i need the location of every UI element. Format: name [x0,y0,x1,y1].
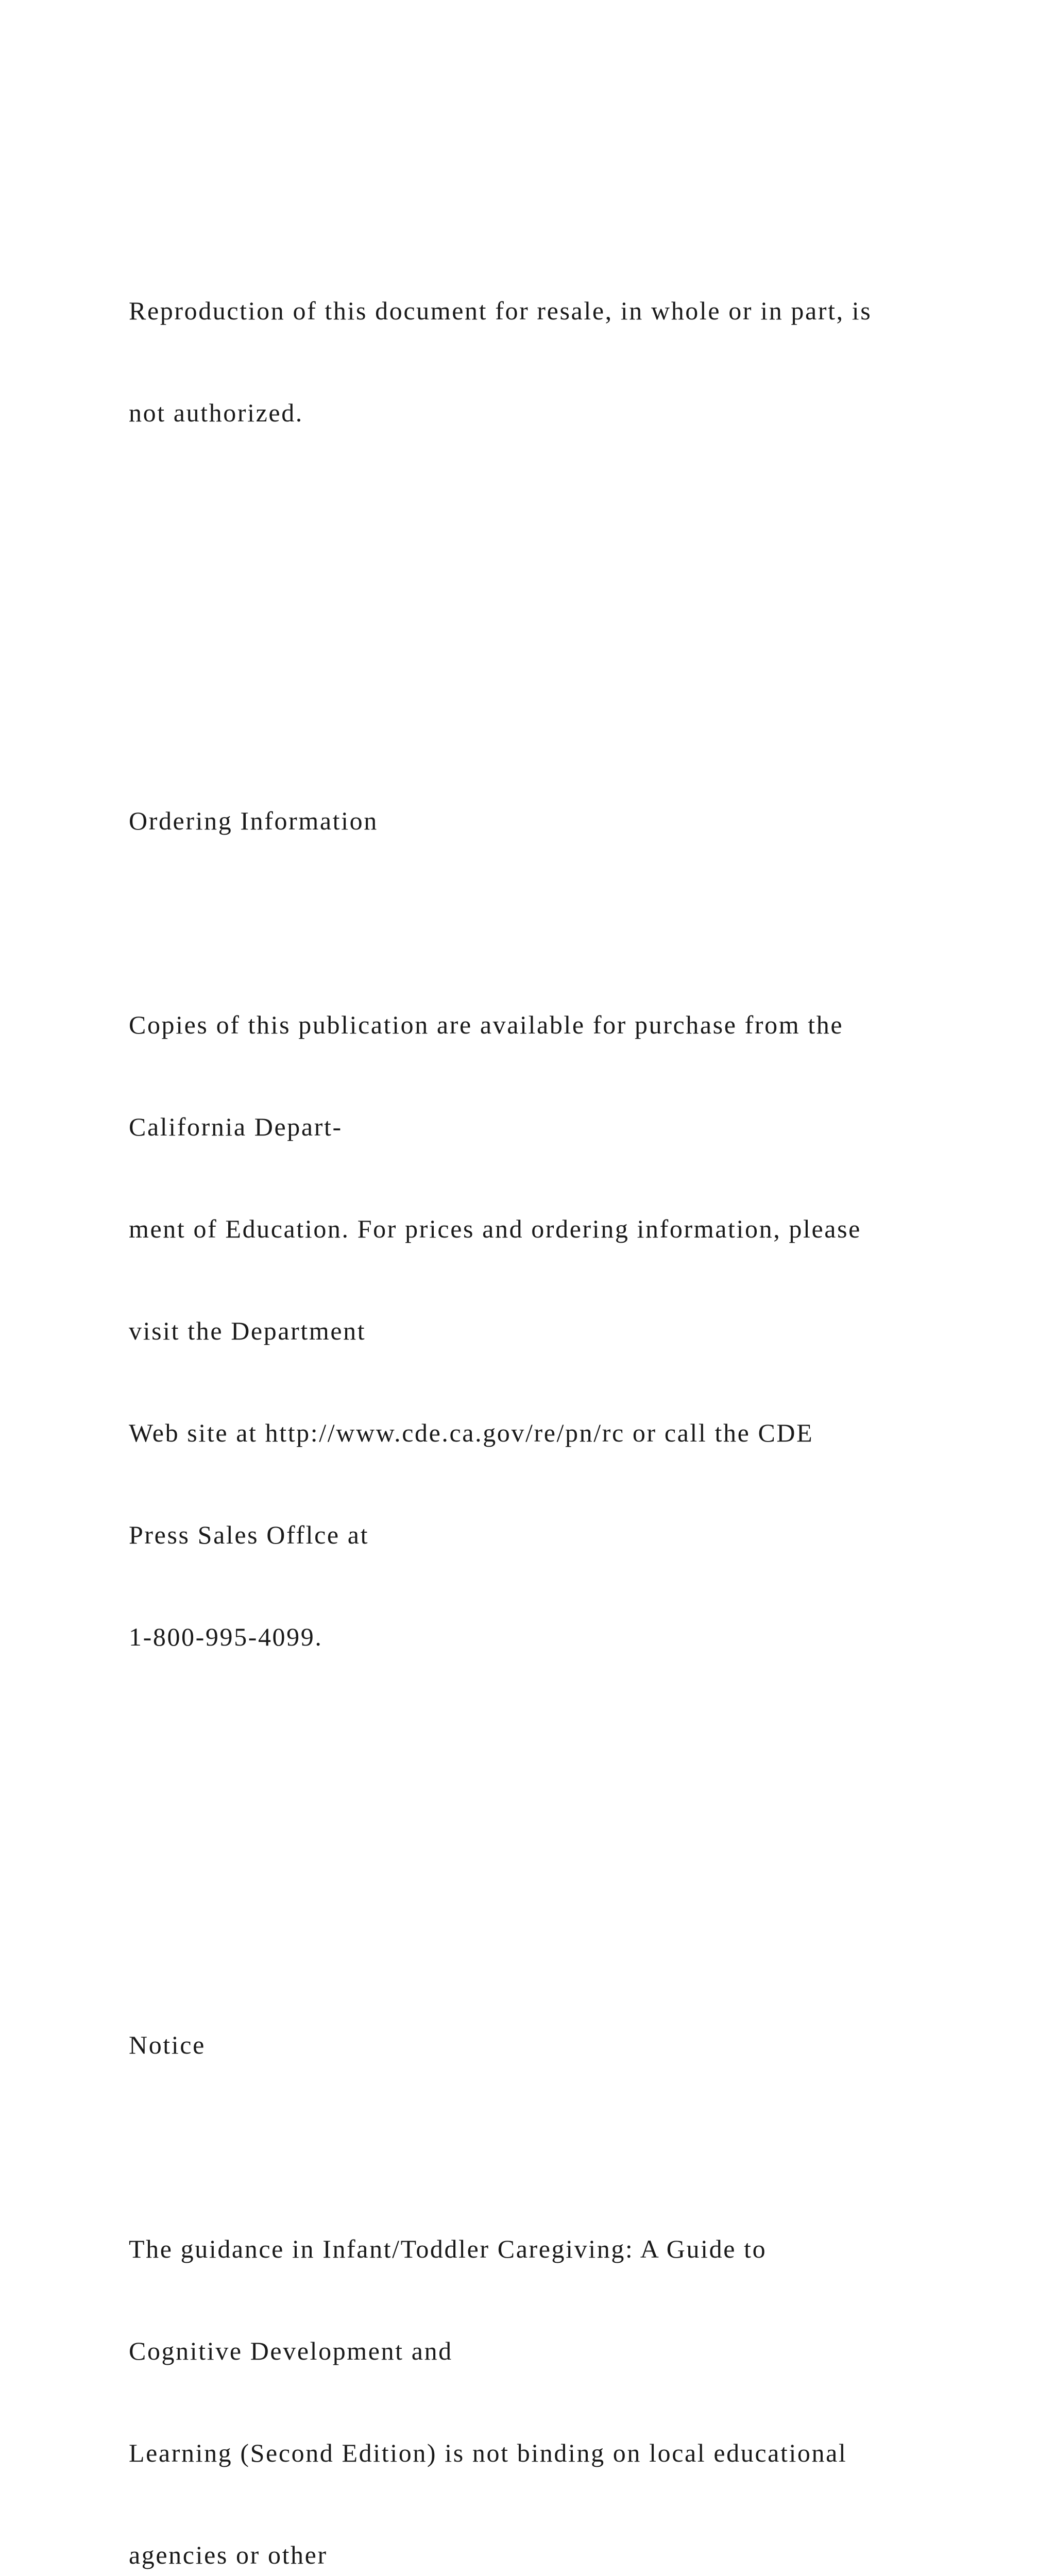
ordering-section [129,736,953,1722]
text-line: not authorized. [129,398,303,427]
text-line: visit the Department [129,1316,366,1345]
notice-heading: Notice [129,2030,206,2059]
phone-number: 1-800-995-4099. [129,1622,323,1651]
text-line: California Depart- [129,1112,343,1141]
text-line: Press Sales Offlce at [129,1520,369,1549]
ordering-heading: Ordering Information [129,806,378,835]
text-line: The guidance in Infant/Toddler Caregiving: A Guide to [129,2234,767,2263]
text-line: agencies or other [129,2540,328,2569]
notice-section [129,1960,953,2576]
text-line: Cognitive Development and [129,2336,453,2365]
reproduction-notice [129,226,953,498]
text-line: Copies of this publication are available for purchase from the [129,1010,844,1039]
text-line: Reproduction of this document for resale, in whole or in part, is [129,296,872,325]
document-page [129,124,953,2576]
text-line: ment of Education. For prices and ordering information, please [129,1214,861,1243]
text-line: Web site at http://www.cde.ca.gov/re/pn/rc or call the CDE [129,1418,814,1447]
text-line: Learning (Second Edition) is not binding on local educational [129,2438,847,2467]
